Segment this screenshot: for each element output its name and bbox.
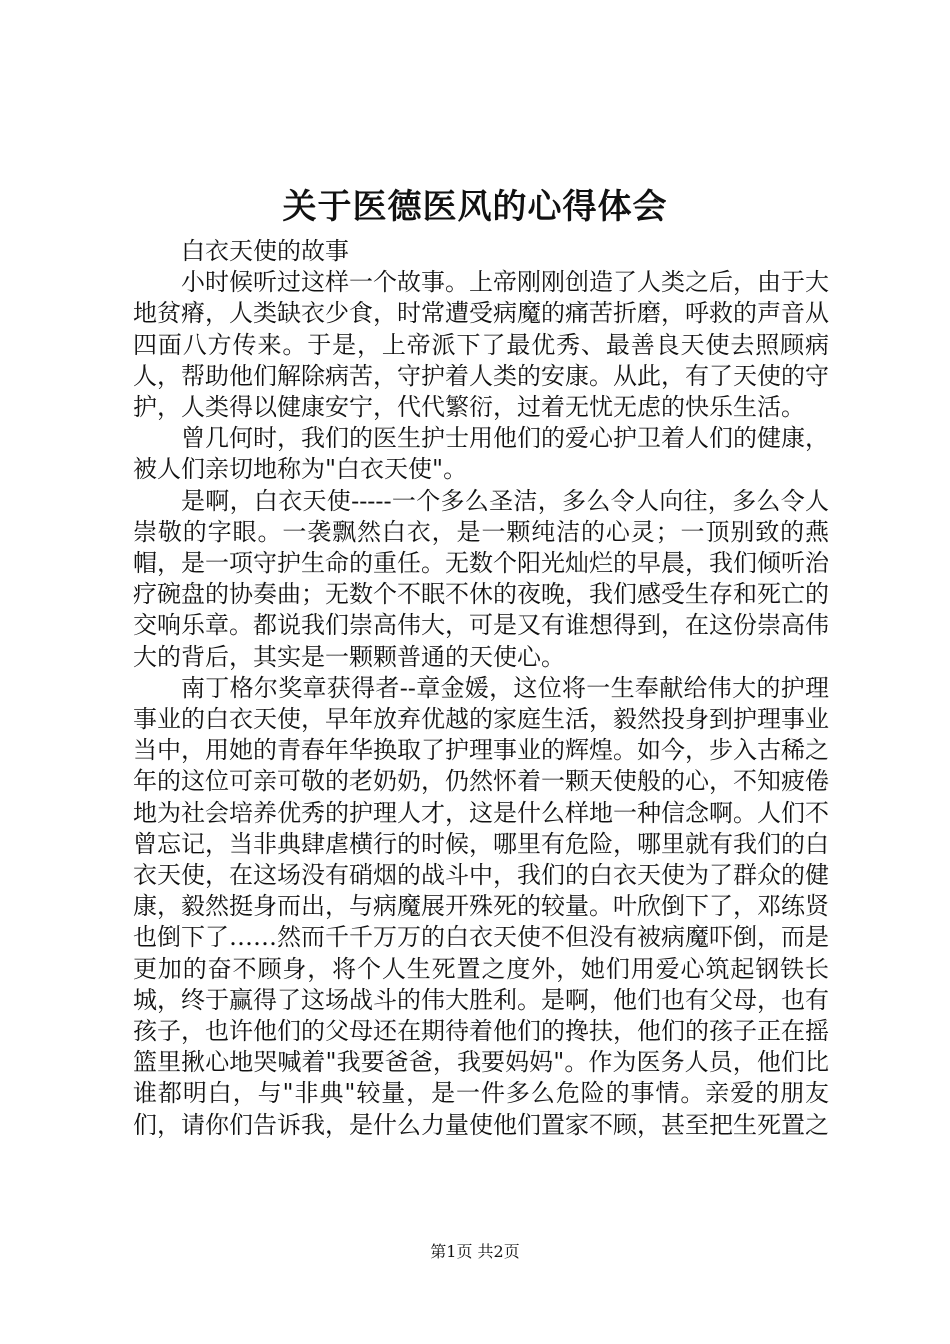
paragraph-nightingale: 南丁格尔奖章获得者--章金媛，这位将一生奉献给伟大的护理事业的白衣天使，早年放弃优越的家庭生活，毅然投身到护理事业当中，用她的青春年华换取了护理事业的辉煌。如今，步入古稀之年的这位可亲可敬的老奶奶，仍然怀着一颗天使般的心，不知疲倦地为社会培养优秀的护理人才，这是什么样地一种信念啊。人们不曾忘记，当非典肆虐横行的时候，哪里有危险，哪里就有我们的白衣天使，在这场没有硝烟的战斗中，我们的白衣天使为了群众的健康，毅然挺身而出，与病魔展开殊死的较量。叶欣倒下了，邓练贤也倒下了……然而千千万万的白衣天使不但没有被病魔吓倒，而是更加的奋不顾身，将个人生死置之度外，她们用爱心筑起钢铁长城，终于赢得了这场战斗的伟大胜利。是啊，他们也有父母，也有孩子，也许他们的父母还在期待着他们的搀扶，他们的孩子正在摇篮里揪心地哭喊着"我要爸爸，我要妈妈"。作为医务人员，他们比谁都明白，与"非典"较量，是一件多么危险的事情。亲爱的朋友们，请你们告诉我，是什么力量使他们置家不顾，甚至把生死置之 <box>133 673 829 1139</box>
document-body <box>133 236 829 1141</box>
paragraph-praise: 是啊，白衣天使-----一个多么圣洁，多么令人向往，多么令人崇敬的字眼。一袭飘然白衣，是一颗纯洁的心灵；一顶别致的燕帽，是一项守护生命的重任。无数个阳光灿烂的早晨，我们倾听治疗碗盘的协奏曲；无数个不眠不休的夜晚，我们感受生存和死亡的交响乐章。都说我们崇高伟大，可是又有谁想得到，在这份崇高伟大的背后，其实是一颗颗普通的天使心。 <box>133 486 829 671</box>
paragraph-subtitle: 白衣天使的故事 <box>181 237 349 265</box>
document-title: 关于医德医风的心得体会 <box>282 187 668 227</box>
paragraph-story: 小时候听过这样一个故事。上帝刚刚创造了人类之后，由于大地贫瘠，人类缺衣少食，时常遭受病魔的痛苦折磨，呼救的声音从四面八方传来。于是，上帝派下了最优秀、最善良天使去照顾病人，帮助他们解除病苦，守护着人类的安康。从此，有了天使的守护，人类得以健康安宁，代代繁衍，过着无忧无虑的快乐生活。 <box>133 268 829 422</box>
page-footer: 第1页 共2页 <box>430 1242 520 1261</box>
paragraph-white-angel: 曾几何时，我们的医生护士用他们的爱心护卫着人们的健康，被人们亲切地称为"白衣天使"。 <box>133 424 829 484</box>
